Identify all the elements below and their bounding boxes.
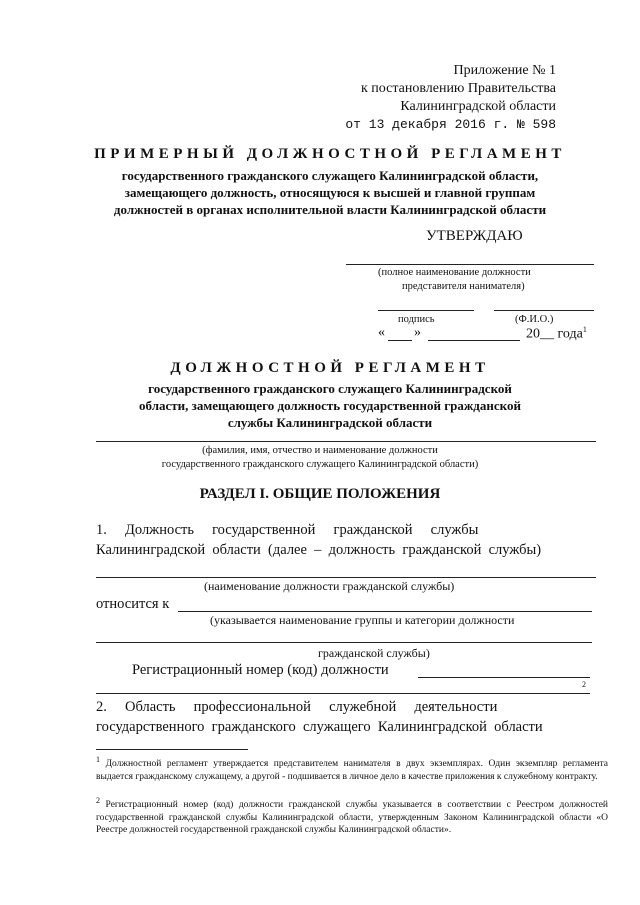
reg-number-line-2 bbox=[96, 693, 590, 694]
reg-number-line bbox=[418, 677, 590, 678]
fio-label: (Ф.И.О.) bbox=[515, 314, 554, 325]
position-hint: (наименование должности гражданской службы) bbox=[204, 579, 455, 593]
date-day-line bbox=[388, 340, 412, 341]
date-month-line bbox=[428, 340, 520, 341]
employee-name-line bbox=[96, 441, 596, 442]
group-hint-2: гражданской службы) bbox=[318, 646, 430, 660]
date-open-quote: « bbox=[378, 325, 385, 340]
footnote-1-mark: 1 bbox=[96, 755, 100, 764]
approve-word: УТВЕРЖДАЮ bbox=[426, 228, 523, 244]
footnote-2-text: Регистрационный номер (код) должности гражданской службы указывается в соответствии с Реестром должностей государственной гражданской службы Калининградской области, утвержденным Законом Калининградской области «О Реестре должностей государственной гражданской службы Калининградской области». bbox=[96, 800, 609, 836]
footnote-2-mark: 2 bbox=[96, 796, 100, 805]
section-title: РАЗДЕЛ I. ОБЩИЕ ПОЛОЖЕНИЯ bbox=[199, 486, 441, 502]
approver-hint-2: представителя нанимателя) bbox=[402, 281, 525, 292]
regulation-line-3: службы Калининградской области bbox=[227, 415, 433, 430]
approver-hint-1: (полное наименование должности bbox=[378, 267, 531, 278]
footnote-2 bbox=[96, 795, 608, 837]
footnote-1-text: Должностной регламент утверждается представителем нанимателя в двух экземплярах. Один экземпляр регламента выдается гражданскому служащему, а другой - подшивается в личное дело в качестве приложения к служебному контракту. bbox=[96, 759, 609, 782]
paragraph-1-line-1: 1. Должность государственной гражданской службы bbox=[96, 522, 479, 538]
regulation-title: ДОЛЖНОСТНОЙ РЕГЛАМЕНТ bbox=[170, 360, 490, 376]
appendix-line-1: Приложение № 1 bbox=[453, 63, 556, 78]
title-line-2: замещающего должность, относящуюся к высшей и главной группам bbox=[124, 185, 536, 200]
appendix-line-2: к постановлению Правительства bbox=[360, 81, 556, 96]
appendix-line-4: от 13 декабря 2016 г. № 598 bbox=[345, 117, 556, 132]
group-hint-1: (указывается наименование группы и категории должности bbox=[210, 613, 515, 627]
fio-line bbox=[494, 310, 594, 311]
footnote-ref-1: 1 bbox=[582, 325, 587, 334]
reg-number-label: Регистрационный номер (код) должности bbox=[132, 662, 389, 678]
footnote-ref-2: 2 bbox=[582, 680, 586, 689]
employee-hint-2: государственного гражданского служащего Калининградской области) bbox=[161, 459, 479, 470]
appendix-line-3: Калининградской области bbox=[400, 99, 556, 114]
regulation-line-2: области, замещающего должность государственной гражданской bbox=[139, 398, 521, 413]
title-line-3: должностей в органах исполнительной власти Калининградской области bbox=[113, 202, 547, 217]
title-line-1: государственного гражданского служащего Калининградской области, bbox=[121, 168, 539, 183]
date-year-text: 20__ года bbox=[526, 326, 583, 342]
employee-hint-1: (фамилия, имя, отчество и наименование должности bbox=[202, 445, 438, 456]
regulation-line-1: государственного гражданского служащего Калининградской bbox=[148, 381, 512, 396]
paragraph-2-line-2: государственного гражданского служащего Калининградской области bbox=[96, 719, 543, 735]
belongs-label: относится к bbox=[96, 596, 170, 612]
date-year bbox=[526, 325, 587, 343]
footnote-separator bbox=[96, 749, 248, 750]
group-line-2 bbox=[96, 642, 592, 643]
signature-label: подпись bbox=[398, 314, 435, 325]
document-title: ПРИМЕРНЫЙ ДОЛЖНОСТНОЙ РЕГЛАМЕНТ bbox=[94, 146, 566, 162]
date-close-quote: » bbox=[414, 325, 421, 340]
group-line bbox=[178, 611, 592, 612]
signature-line bbox=[378, 310, 474, 311]
position-name-line bbox=[96, 577, 596, 578]
approver-position-line bbox=[346, 264, 594, 265]
paragraph-1-line-2: Калининградской области (далее – должность гражданской службы) bbox=[96, 542, 542, 558]
footnote-1 bbox=[96, 754, 608, 783]
paragraph-2-line-1: 2. Область профессиональной служебной деятельности bbox=[96, 699, 498, 715]
